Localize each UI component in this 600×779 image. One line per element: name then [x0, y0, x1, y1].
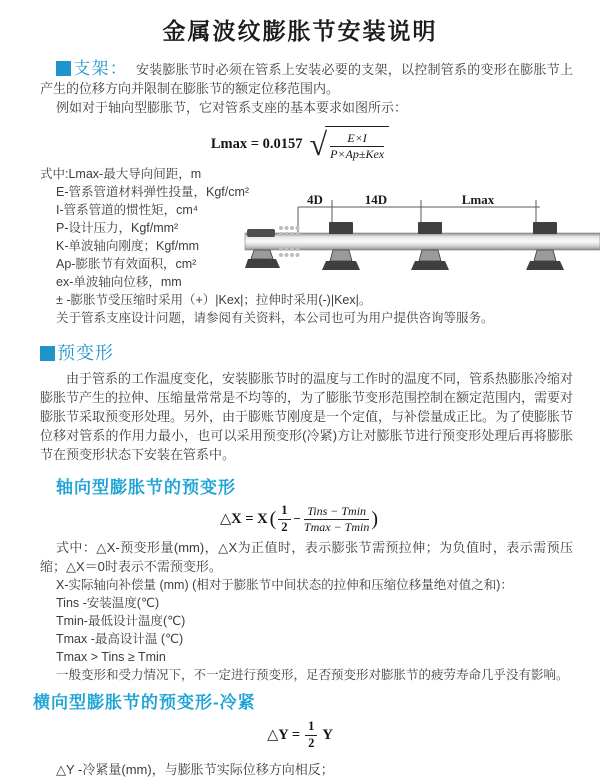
minus-operator: −: [293, 511, 301, 527]
axial-explain-paragraph: 式中：△X-预变形量(mm)，△X为正值时，表示膨张节需预拉伸；为负值时，表示需预压缩；△X＝0时表示不需预变形。: [40, 540, 573, 575]
definition-item: ex-单波轴向位移，mm: [56, 275, 182, 289]
fraction-half: $\frac{1}{2}$: [305, 719, 317, 751]
axial-subheading: 轴向型膨胀节的预变形: [56, 478, 236, 497]
formula-lmax-lhs: Lmax = 0.0157: [210, 135, 303, 152]
section-square-icon: [56, 61, 71, 76]
close-paren: ): [371, 507, 379, 530]
definition-item: Tmin-最低设计温度(℃): [56, 614, 186, 629]
fraction: [330, 131, 384, 162]
definition-item: Tmax > Tins ≥ Tmin: [56, 650, 166, 665]
definition-item: 关于管系支座设计问题，请参阅有关资料，本公司也可为用户提供咨询等服务。: [56, 311, 494, 325]
definition-item: ± -膨胀节受压缩时采用（+）|Kex|；拉伸时采用(-)|Kex|。: [56, 293, 372, 307]
pipe-support-diagram: [245, 193, 600, 285]
radicand: [325, 126, 389, 162]
open-paren: (: [269, 507, 277, 530]
dim-label-14d: 14D: [364, 192, 388, 207]
predeform-heading-text: 预变形: [57, 343, 114, 363]
square-root: [310, 126, 390, 162]
definition-item: 一般变形和受力情况下，不一定进行预变形，足否预变形对膨胀节的疲劳寿命几乎没有影响。: [56, 668, 569, 683]
fraction-denominator: P×Ap±Kex: [330, 147, 385, 161]
definition-item: 式中:Lmax-最大导向间距，m: [40, 167, 202, 181]
predeform-section-heading: [40, 339, 600, 365]
formula-delta-x: [0, 503, 600, 535]
definition-item: P-设计压力，Kgf/mm²: [56, 221, 179, 235]
formula-dx-lhs: △X = X: [219, 511, 268, 528]
lateral-note: △Y -冷紧量(mm)，与膨胀节实际位移方向相反；: [56, 761, 334, 777]
definition-item: E-管系管道材料弹性投量，Kgf/cm²: [56, 185, 250, 199]
definition-item: Tmax -最高设计温 (℃): [56, 632, 184, 647]
support-intro-text: 安装膨胀节时必须在管系上安装必要的支架，以控制管系的变形在膨胀节上产生的位移方向并限制在膨胀节的额定位移范围内。: [40, 62, 573, 96]
support-example-line: 例如对于轴向型膨胀节，它对管系支座的基本要求如图所示：: [56, 100, 408, 115]
fraction-temperature: $\frac{\text{Tins − Tmin}}{Tmax - Tmin}$: [303, 503, 370, 534]
formula-dy-lhs: △Y =: [267, 727, 301, 744]
definition-item: X-实际轴向补偿量 (mm) (相对于膨胀节中间状态的拉伸和压缩位移量绝对值之和)：: [56, 578, 513, 593]
definition-item: Tins -安装温度(℃): [56, 596, 160, 611]
support-intro-paragraph: [40, 59, 573, 98]
section-square-icon: [40, 346, 55, 361]
radical-sign-icon: √: [309, 126, 328, 162]
support-section-heading: 支架：: [73, 59, 128, 78]
predeform-body-paragraph: 由于管系的工作温度变化，安装膨胀节时的温度与工作时的温度不同，管系热膨胀冷缩对膨胀节产生的拉伸、压缩量常常是不均等的，为了膨胀节变形范围控制在额定范围内，需要对膨胀节采取预变形处理。另外，由于膨账节刚度是一个定值，与补偿量成正比。为了使膨胀节位移对管系的作用力最小，也可以采用预变形(冷紧)方让对膨胀节进行预变形处理后再将膨胀节在预变形状态下安装在管系中。: [40, 371, 574, 462]
dim-label-4d: 4D: [307, 192, 323, 207]
dim-label-lmax: Lmax: [461, 192, 495, 207]
axial-definitions-list: [40, 576, 600, 684]
definition-item: Ap-膨胀节有效面积，cm²: [56, 257, 197, 271]
fraction-half: $\frac{1}{2}$: [278, 503, 290, 535]
definition-item: I-管系管道的惯性矩，cm⁴: [56, 203, 199, 217]
definition-item: K-单波轴向刚度；Kgf/mm: [56, 239, 200, 253]
formula-lmax: [0, 126, 600, 162]
fraction-numerator: E×I: [347, 131, 367, 145]
formula-delta-y: [0, 719, 600, 751]
page-title: 金属波纹膨胀节安装说明: [162, 18, 438, 44]
lateral-subheading: 横向型膨胀节的预变形-冷紧: [33, 693, 256, 713]
formula-dy-rhs: Y: [322, 726, 333, 743]
